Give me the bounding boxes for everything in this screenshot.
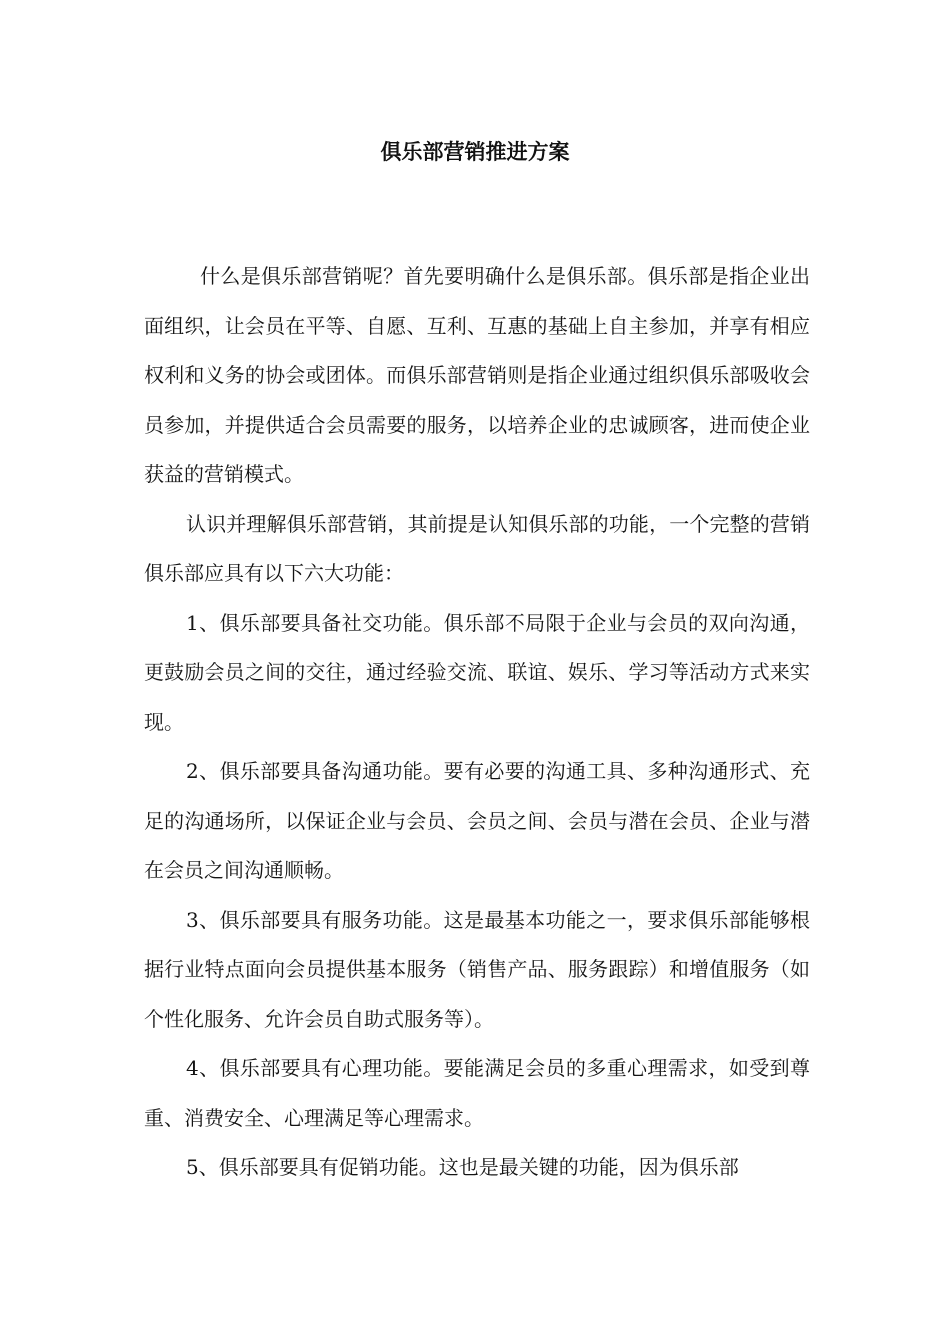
paragraph-service-function: 3、俱乐部要具有服务功能。这是最基本功能之一，要求俱乐部能够根据行业特点面向会员提供基本服务（销售产品、服务跟踪）和增值服务（如个性化服务、允许会员自助式服务等）。 — [144, 907, 810, 1031]
document-title: 俱乐部营销推进方案 — [380, 139, 570, 164]
paragraph-psychological-function: 4、俱乐部要具有心理功能。要能满足会员的多重心理需求，如受到尊重、消费安全、心理满足等心理需求。 — [144, 1056, 810, 1130]
paragraph-social-function: 1、俱乐部要具备社交功能。俱乐部不局限于企业与会员的双向沟通，更鼓励会员之间的交往，通过经验交流、联谊、娱乐、学习等活动方式来实现。 — [144, 610, 810, 734]
paragraph-functions-lead: 认识并理解俱乐部营销，其前提是认知俱乐部的功能，一个完整的营销俱乐部应具有以下六大功能： — [144, 511, 810, 585]
document-body — [144, 252, 810, 1193]
paragraph-intro: 什么是俱乐部营销呢？首先要明确什么是俱乐部。俱乐部是指企业出面组织，让会员在平等、自愿、互利、互惠的基础上自主参加，并享有相应权利和义务的协会或团体。而俱乐部营销则是指企业通过组织俱乐部吸收会员参加，并提供适合会员需要的服务，以培养企业的忠诚顾客，进而使企业获益的营销模式。 — [144, 264, 810, 486]
paragraph-communication-function: 2、俱乐部要具备沟通功能。要有必要的沟通工具、多种沟通形式、充足的沟通场所，以保证企业与会员、会员之间、会员与潜在会员、企业与潜在会员之间沟通顺畅。 — [144, 759, 810, 882]
paragraph-promotion-function: 5、俱乐部要具有促销功能。这也是最关键的功能，因为俱乐部 — [186, 1155, 739, 1179]
